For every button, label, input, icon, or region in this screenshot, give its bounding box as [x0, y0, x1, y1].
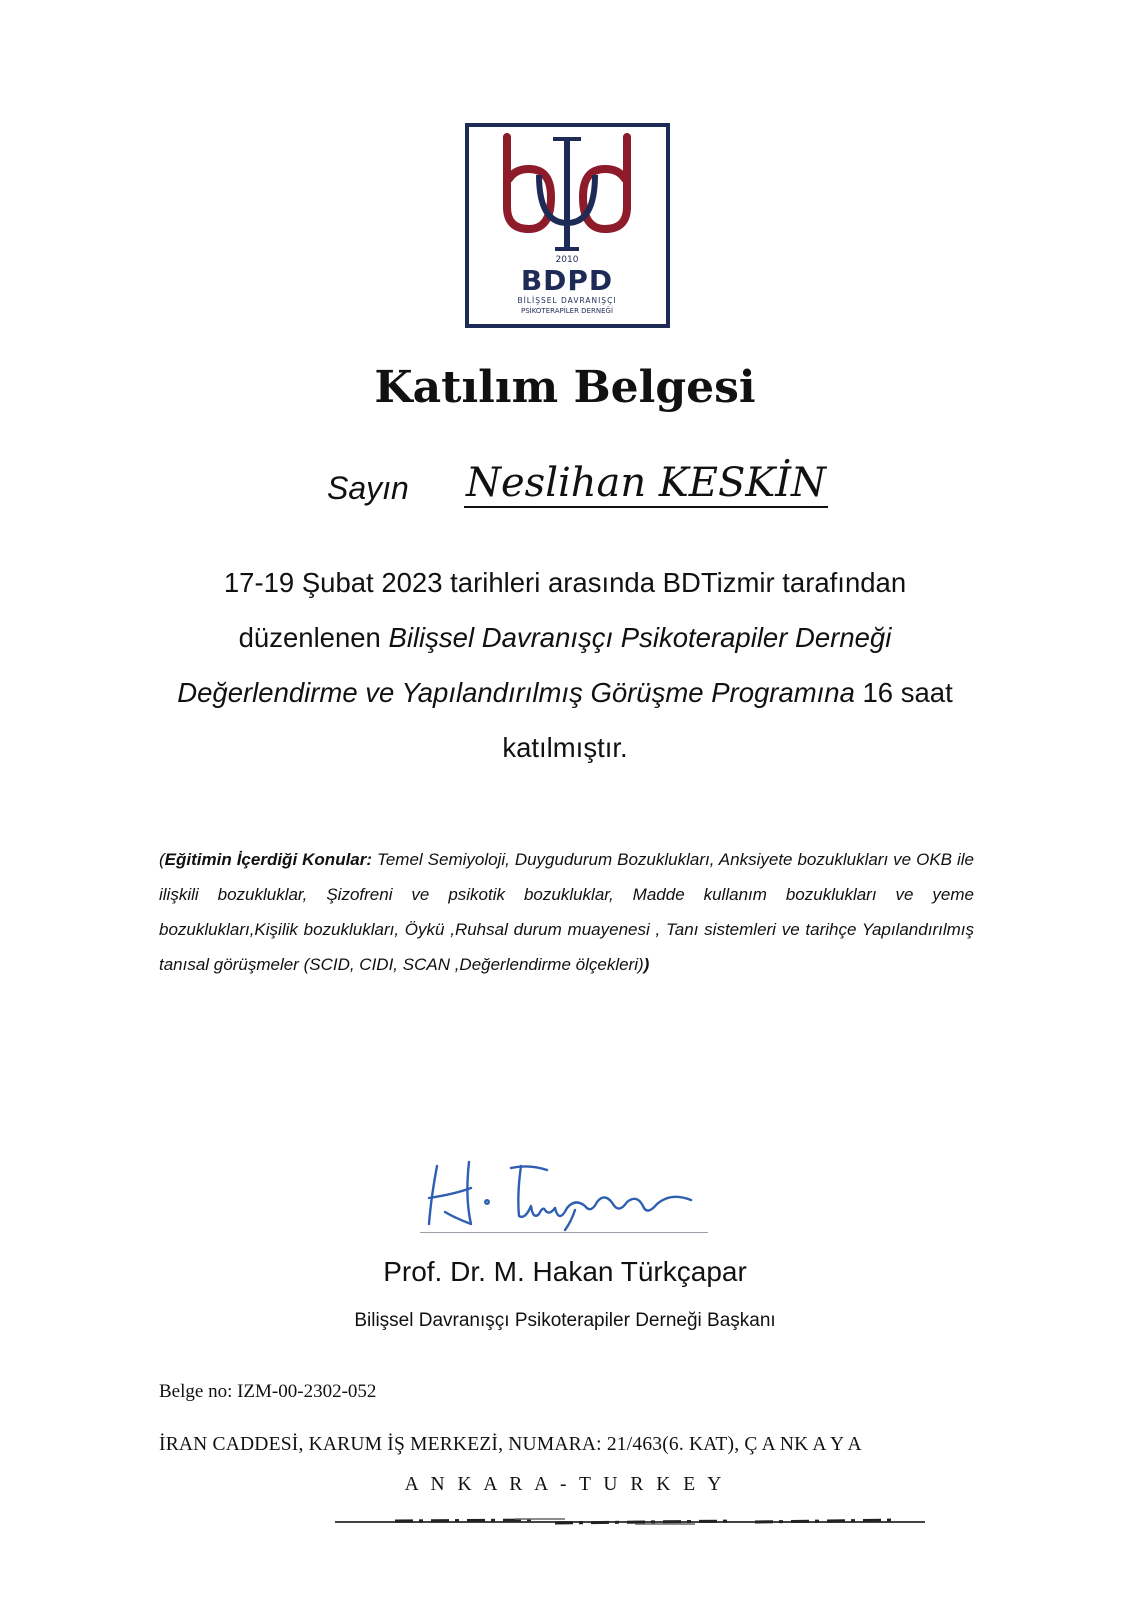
signature-line	[420, 1232, 708, 1233]
recipient-name: Neslihan KESKİN	[466, 460, 827, 506]
psi-emblem-icon	[469, 127, 666, 324]
training-topics	[159, 842, 974, 982]
body-intro: 17-19 Şubat 2023 tarihleri arasında BDTizmir tarafından düzenlenen	[223, 567, 907, 653]
body-outro: 16 saat katılmıştır.	[502, 677, 953, 763]
signer-role: Bilişsel Davranışçı Psikoterapiler Derneği Başkanı	[354, 1310, 776, 1331]
topics-label: Eğitimin İçerdiği Konular:	[164, 850, 373, 869]
topics-close-paren: )	[643, 955, 650, 974]
salutation: Sayın	[327, 470, 409, 506]
bdpd-logo	[465, 123, 670, 328]
scan-artifact-line	[335, 1514, 925, 1528]
topics-text: Temel Semiyoloji, Duygudurum Bozuklukları, Anksiyete bozuklukları ve OKB ile ilişkili bozukluklar, Şizofreni ve psikotik bozukluklar, Madde kullanım bozuklukları ve yeme bozuklukları,Kişilik bozuklukları, Öykü ,Ruhsal durum muayenesi , Tanı sistemleri ve tarihçe Yapılandırılmış tanısal görüşmeler (SCID, CIDI, SCAN ,Değerlendirme ölçekleri)	[159, 850, 974, 974]
document-number: Belge no: IZM-00-2302-052	[159, 1381, 377, 1402]
topics-open-paren: (	[159, 850, 165, 869]
logo-line1: BİLİŞSEL DAVRANIŞÇI	[517, 296, 617, 305]
signer-name: Prof. Dr. M. Hakan Türkçapar	[383, 1256, 747, 1287]
program-name: Bilişsel Davranışçı Psikoterapiler Derneği Değerlendirme ve Yapılandırılmış Görüşme Programına	[177, 622, 892, 708]
certificate-title: Katılım Belgesi	[374, 362, 756, 413]
certificate-body	[150, 555, 980, 775]
logo-year: 2010	[555, 255, 579, 265]
logo-acronym: BDPD	[520, 264, 614, 297]
address-line-1: İRAN CADDESİ, KARUM İŞ MERKEZİ, NUMARA: 21/463(6. KAT), Ç A NK A Y A	[159, 1434, 862, 1455]
address-line-2: A N K A R A - T U R K E Y	[404, 1474, 726, 1495]
handwritten-signature	[425, 1158, 705, 1233]
logo-line2: PSİKOTERAPİLER DERNEĞİ	[520, 307, 614, 315]
